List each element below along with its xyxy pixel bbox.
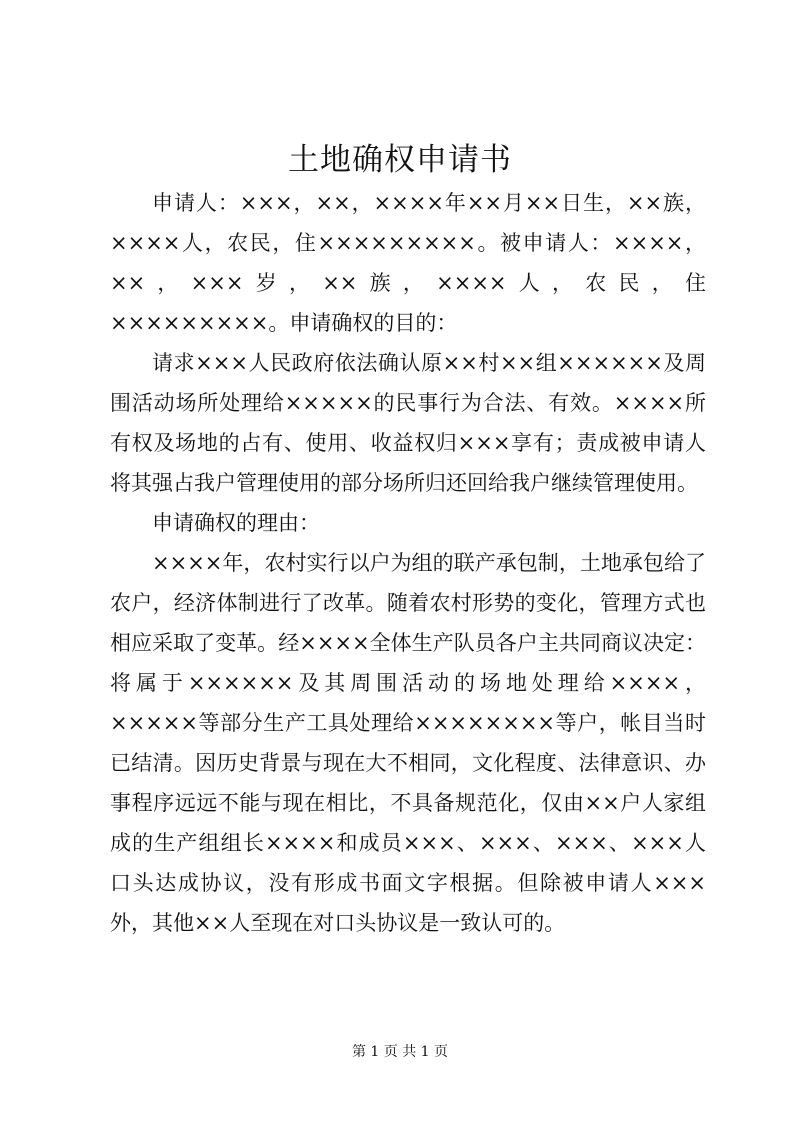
paragraph-request: 请求×××人民政府依法确认原××村××组××××××及周围活动场所处理给×××××的民事行为合法、有效。××××所有权及场地的占有、使用、收益权归×××享有；责成被申请人将其强占我户管理使用的部分场所归还回给我户继续管理使用。 (110, 351, 706, 495)
paragraph-reasons: ××××年，农村实行以户为组的联产承包制，土地承包给了农户，经济体制进行了改革。随着农村形势的变化，管理方式也相应采取了变革。经××××全体生产队员各户主共同商议决定：将属于××××××及其周围活动的场地处理给××××，×××××等部分生产工具处理给××××××××等户，帐目当时已结清。因历史背景与现在大不相同，文化程度、法律意识、办事程序远远不能与现在相比，不具备规范化，仅由××户人家组成的生产组组长××××和成员×××、×××、×××、×××人口头达成协议，没有形成书面文字根据。但除被申请人×××外，其他××人至现在对口头协议是一致认可的。 (110, 551, 706, 935)
document-body (110, 183, 706, 943)
page-footer: 第 1 页 共 1 页 (351, 1044, 449, 1060)
document-title: 土地确权申请书 (288, 142, 512, 178)
paragraph-reason-heading: 申请确权的理由： (152, 511, 320, 535)
paragraph-applicant-info: 申请人：×××，××，××××年××月××日生，××族，××××人，农民，住×××××××××。被申请人：××××，××，×××岁，××族，××××人，农民，住×××××××××。申请确权的目的： (110, 191, 706, 335)
